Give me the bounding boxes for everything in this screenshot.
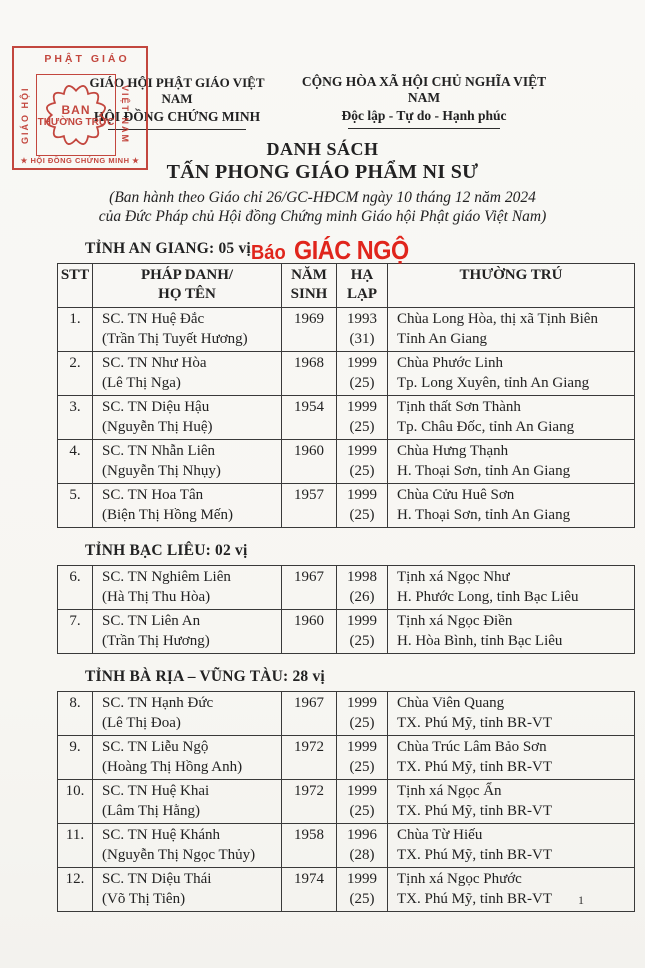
table-row [58,824,635,868]
cell-birth-year: 1974 [282,868,337,912]
stamp-center-text [38,103,115,128]
cell-dharma-name: SC. TN Huệ Đắc (Trần Thị Tuyết Hương) [93,308,282,352]
cell-dharma-name: SC. TN Huệ Khánh (Nguyễn Thị Ngọc Thủy) [93,824,282,868]
cell-index: 2. [58,352,93,396]
cell-residence: Chùa Hưng Thạnh H. Thoại Sơn, tỉnh An Giang [388,440,635,484]
cell-dharma-name: SC. TN Như Hòa (Lê Thị Nga) [93,352,282,396]
logo-name: GIÁC NGỘ [293,235,409,265]
cell-residence: Chùa Viên Quang TX. Phú Mỹ, tỉnh BR-VT [388,692,635,736]
stamp-left-text: GIÁO HỘI [20,86,30,144]
table-row [58,868,635,912]
column-header: PHÁP DANH/ HỌ TÊN [93,264,282,308]
column-header: HẠ LẠP [337,264,388,308]
cell-residence: Chùa Trúc Lâm Bảo Sơn TX. Phú Mỹ, tỉnh BR-VT [388,736,635,780]
cell-index: 4. [58,440,93,484]
province-heading: TỈNH AN GIANG: 05 vị [85,240,251,257]
cell-index: 5. [58,484,93,528]
cell-index: 3. [58,396,93,440]
table-row [58,736,635,780]
cell-dharma-name: SC. TN Diệu Hậu (Nguyễn Thị Huệ) [93,396,282,440]
cell-dharma-name: SC. TN Huệ Khai (Lâm Thị Hằng) [93,780,282,824]
cell-birth-year: 1972 [282,736,337,780]
cell-dharma-name: SC. TN Nghiêm Liên (Hà Thị Thu Hòa) [93,566,282,610]
cell-ordination-years: 1999 (25) [337,440,388,484]
cell-residence: Tịnh xá Ngọc Như H. Phước Long, tỉnh Bạc Liêu [388,566,635,610]
cell-index: 6. [58,566,93,610]
cell-index: 10. [58,780,93,824]
stamp-right-text: VIỆT NAM [120,85,130,145]
cell-birth-year: 1960 [282,610,337,654]
cell-dharma-name: SC. TN Hạnh Đức (Lê Thị Đoa) [93,692,282,736]
org-department: HỘI ĐỒNG CHỨNG MINH [93,109,261,124]
cell-ordination-years: 1999 (25) [337,736,388,780]
cell-residence: Chùa Cửu Huê Sơn H. Thoại Sơn, tỉnh An Giang [388,484,635,528]
cell-index: 7. [58,610,93,654]
cell-residence: Tịnh xá Ngọc Điền H. Hòa Bình, tỉnh Bạc Liêu [388,610,635,654]
province-section [0,238,645,528]
province-section [0,666,645,912]
official-red-stamp [12,46,148,170]
cell-residence: Tịnh xá Ngọc Ẩn TX. Phú Mỹ, tỉnh BR-VT [388,780,635,824]
stamp-inner-frame [36,74,116,156]
motto-divider [348,128,500,129]
document-subtitle-line1: (Ban hành theo Giáo chỉ 26/GC-HĐCM ngày 10 tháng 12 năm 2024 [109,189,536,206]
cell-index: 8. [58,692,93,736]
cell-dharma-name: SC. TN Diệu Thái (Võ Thị Tiên) [93,868,282,912]
page-number: 1 [578,893,584,907]
column-header: STT [58,264,93,308]
stamp-bottom-text: ★ HỘI ĐỒNG CHỨNG MINH ★ [20,156,140,165]
document-subtitle-line2: của Đức Pháp chủ Hội đồng Chứng minh Giáo hội Phật giáo Việt Nam) [98,208,547,225]
letterhead-national-motto [288,74,560,129]
cell-ordination-years: 1996 (28) [337,824,388,868]
logo-prefix: Báo [251,242,286,264]
cell-dharma-name: SC. TN Liễu Ngộ (Hoàng Thị Hồng Anh) [93,736,282,780]
column-header: THƯỜNG TRÚ [388,264,635,308]
cell-birth-year: 1954 [282,396,337,440]
cell-ordination-years: 1998 (26) [337,566,388,610]
table-header-row [58,264,635,308]
cell-birth-year: 1960 [282,440,337,484]
cell-dharma-name: SC. TN Nhẫn Liên (Nguyễn Thị Nhụy) [93,440,282,484]
stamp-center-line1: BAN [61,102,91,117]
column-header: NĂM SINH [282,264,337,308]
cell-birth-year: 1968 [282,352,337,396]
cell-dharma-name: SC. TN Hoa Tân (Biện Thị Hồng Mến) [93,484,282,528]
cell-ordination-years: 1999 (25) [337,610,388,654]
table-row [58,352,635,396]
cell-ordination-years: 1999 (25) [337,484,388,528]
cell-birth-year: 1958 [282,824,337,868]
org-name: GIÁO HỘI PHẬT GIÁO VIỆT NAM [89,75,265,106]
table-row [58,308,635,352]
roster-table [57,263,635,528]
cell-residence: Tịnh xá Ngọc Phước TX. Phú Mỹ, tỉnh BR-VT [388,868,635,912]
stamp-center-line2: THƯỜNG TRỰC [37,116,115,128]
cell-dharma-name: SC. TN Liên An (Trần Thị Hương) [93,610,282,654]
table-row [58,396,635,440]
table-row [58,780,635,824]
cell-ordination-years: 1993 (31) [337,308,388,352]
table-row [58,610,635,654]
cell-residence: Tịnh thất Sơn Thành Tp. Châu Đốc, tỉnh An Giang [388,396,635,440]
cell-ordination-years: 1999 (25) [337,396,388,440]
document-title-line1: DANH SÁCH [266,139,379,159]
stamp-top-text: PHẬT GIÁO [44,53,130,65]
province-section [0,540,645,654]
cell-ordination-years: 1999 (25) [337,352,388,396]
province-heading: TỈNH BÀ RỊA – VŨNG TÀU: 28 vị [85,668,325,685]
cell-residence: Chùa Long Hòa, thị xã Tịnh Biên Tỉnh An Giang [388,308,635,352]
roster-table [57,565,635,654]
cell-birth-year: 1967 [282,692,337,736]
table-row [58,692,635,736]
sections [0,238,645,912]
table-row [58,566,635,610]
table-row [58,440,635,484]
cell-index: 12. [58,868,93,912]
cell-ordination-years: 1999 (25) [337,868,388,912]
cell-ordination-years: 1999 (25) [337,692,388,736]
cell-index: 11. [58,824,93,868]
cell-index: 1. [58,308,93,352]
national-title: CỘNG HÒA XÃ HỘI CHỦ NGHĨA VIỆT NAM [301,74,547,105]
cell-ordination-years: 1999 (25) [337,780,388,824]
cell-residence: Chùa Từ Hiếu TX. Phú Mỹ, tỉnh BR-VT [388,824,635,868]
cell-birth-year: 1957 [282,484,337,528]
national-motto: Độc lập - Tự do - Hạnh phúc [341,108,507,123]
cell-birth-year: 1972 [282,780,337,824]
table-row [58,484,635,528]
roster-table [57,691,635,912]
document-title-line2: TẤN PHONG GIÁO PHẨM NI SƯ [166,161,479,183]
province-heading: TỈNH BẠC LIÊU: 02 vị [85,542,248,559]
cell-index: 9. [58,736,93,780]
giac-ngo-newspaper-logo [251,235,421,266]
cell-residence: Chùa Phước Linh Tp. Long Xuyên, tỉnh An Giang [388,352,635,396]
cell-birth-year: 1969 [282,308,337,352]
cell-birth-year: 1967 [282,566,337,610]
